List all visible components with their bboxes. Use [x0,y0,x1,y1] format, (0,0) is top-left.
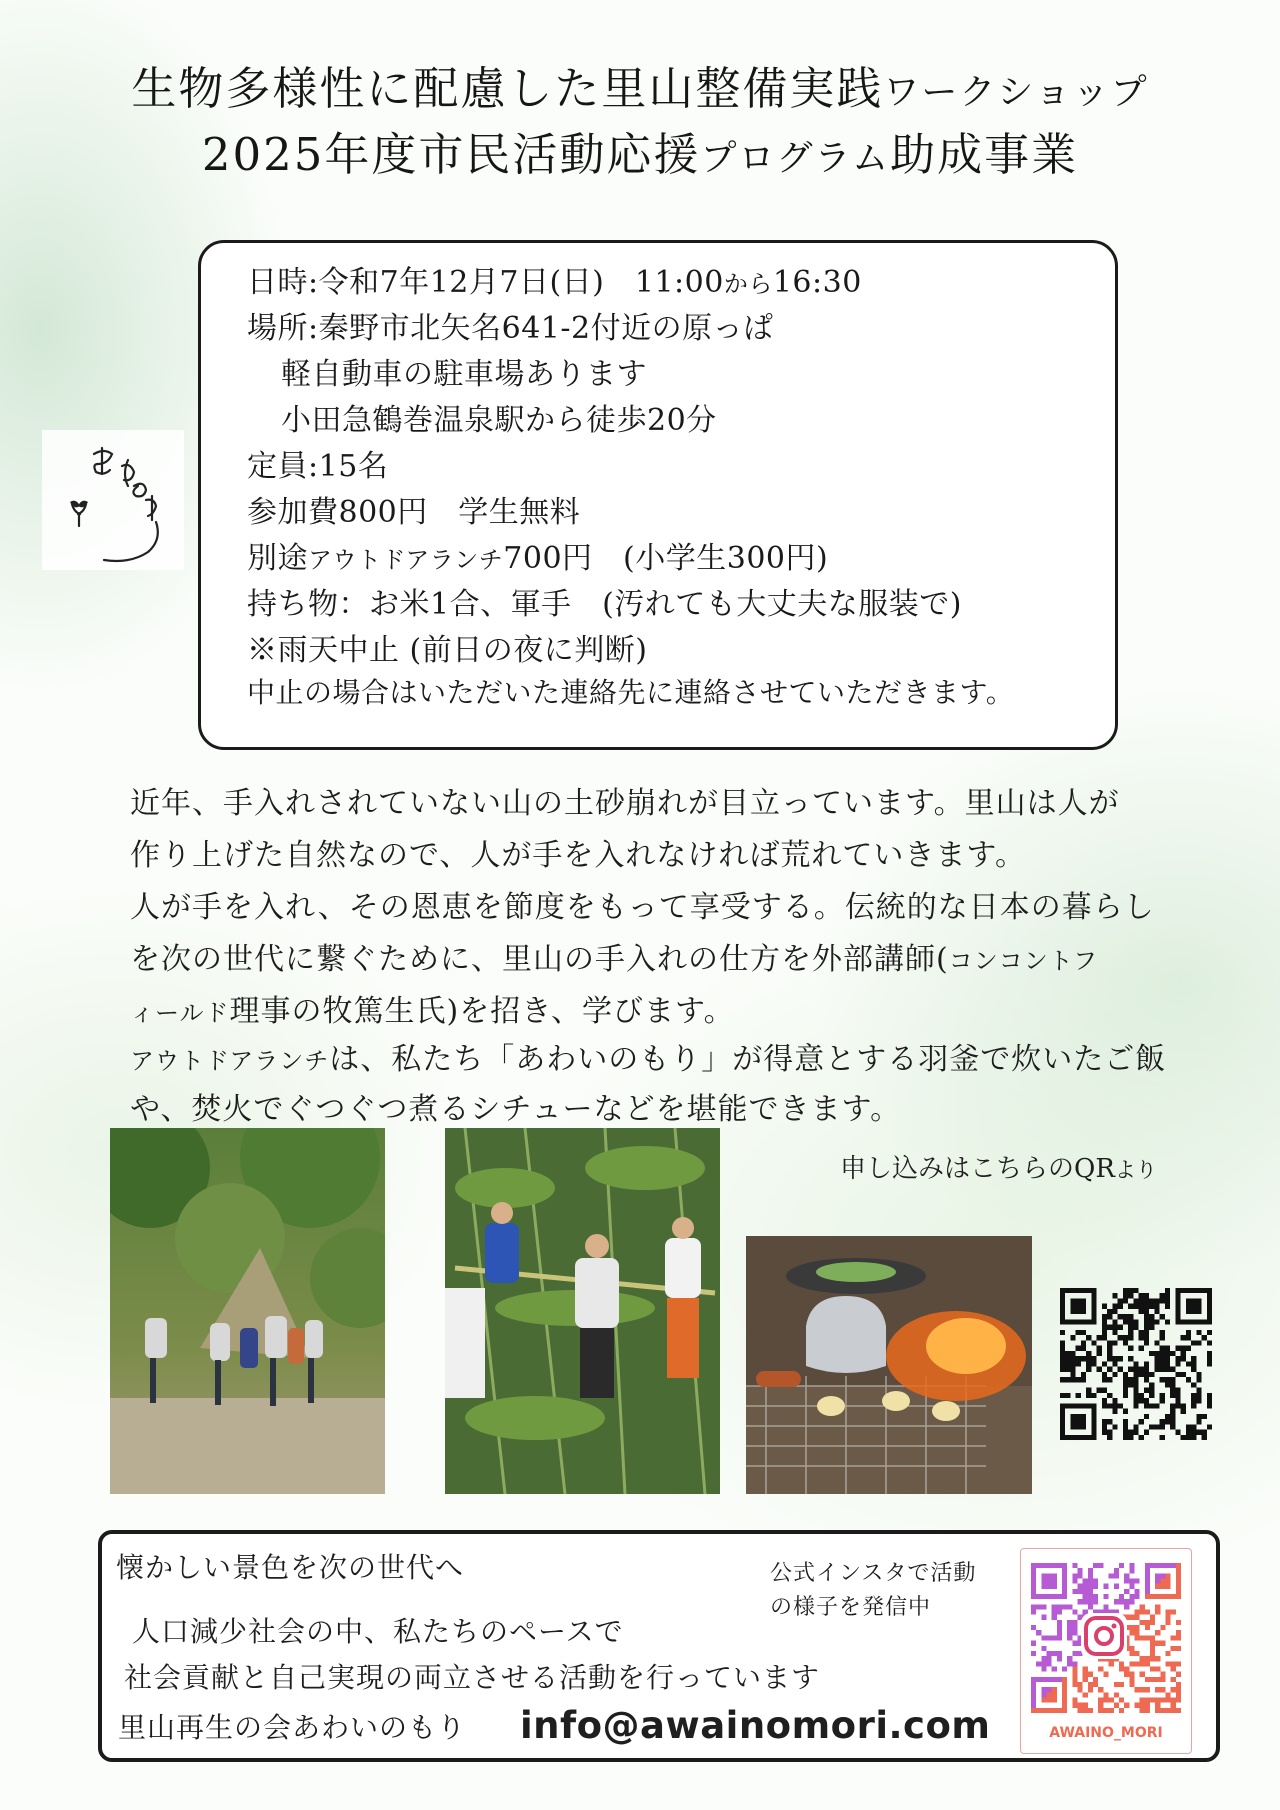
instagram-note: 公式インスタで活動 [770,1561,977,1586]
body-line: 近年、手入れされていない山の土砂崩れが目立っています。里山は人が [130,786,1120,821]
photo-campfire-cooking [746,1236,1032,1494]
photo-bamboo-work [445,1128,720,1494]
event-capacity: 定員:15名 [247,449,389,484]
sprout-logo-icon [42,430,184,570]
event-info-box [198,240,1118,750]
event-rain: ※雨天中止 (前日の夜に判断) [247,633,648,668]
footer-heading: 懐かしい景色を次の世代へ [116,1551,465,1584]
body-line: や、焚火でぐつぐつ煮るシチューなどを堪能できます。 [130,1092,902,1127]
event-cancel: 中止の場合はいただいた連絡先に連絡させていただきます。 [247,676,1015,709]
event-bring: 持ち物：お米1合、軍手 (汚れても大丈夫な服装で) [247,587,962,622]
event-parking: 軽自動車の駐車場あります [281,357,647,392]
body-line: 人が手を入れ、その恩恵を節度をもって享受する。伝統的な日本の暮らし [130,890,1155,925]
application-qr-code[interactable] [1060,1288,1212,1440]
footer-line: 社会貢献と自己実現の両立させる活動を行っています [124,1661,821,1694]
instagram-qr-card[interactable] [1020,1548,1192,1754]
body-line: 作り上げた自然なので、人が手を入れなければ荒れていきます。 [130,838,1026,873]
footer-line: 人口減少社会の中、私たちのペースで [132,1615,624,1648]
apply-note: 申し込みはこちらのQRより [840,1154,1157,1184]
footer-box [98,1530,1220,1762]
event-access: 小田急鶴巻温泉駅から徒歩20分 [281,403,717,438]
contact-email[interactable]: info@awainomori.com [520,1704,991,1747]
logo [42,430,184,570]
instagram-icon [1081,1613,1127,1659]
photo-group-forest [110,1128,385,1494]
event-lunch: 別途アウトドアランチ700円 (小学生300円) [247,541,829,576]
organization-name: 里山再生の会あわいのもり [118,1711,467,1744]
event-fee: 参加費800円 学生無料 [247,495,581,530]
title-line-1: 生物多様性に配慮した里山整備実践ワークショップ [131,62,1149,115]
instagram-note: の様子を発信中 [770,1595,932,1620]
title-line-2: 2025年度市民活動応援プログラム助成事業 [201,128,1079,181]
instagram-id: AWAINO_MORI [1049,1725,1163,1741]
event-datetime: 日時:令和7年12月7日(日) 11:00から16:30 [247,265,862,300]
event-place: 場所:秦野市北矢名641-2付近の原っぱ [247,311,774,346]
body-line: アウトドアランチは、私たち「あわいのもり」が得意とする羽釜で炊いたご飯 [130,1042,1167,1077]
body-line: ィールド理事の牧篤生氏)を招き、学びます。 [130,994,735,1029]
body-line: を次の世代に繋ぐために、里山の手入れの仕方を外部講師(コンコントフ [130,942,1098,977]
